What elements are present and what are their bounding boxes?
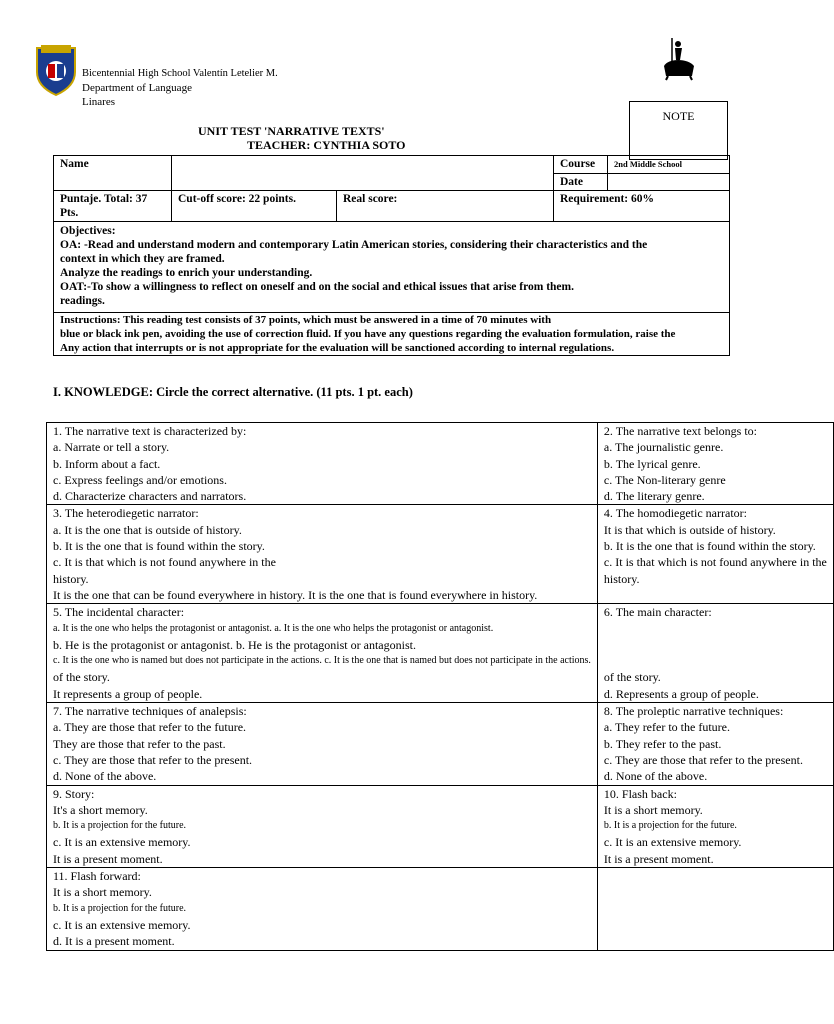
answer-option[interactable]: b. It is a projection for the future. <box>603 820 737 832</box>
question-10 <box>597 785 833 867</box>
department-name: Department of Language <box>82 82 192 94</box>
school-logo <box>35 44 77 96</box>
answer-option[interactable]: It represents a group of people. <box>53 686 203 701</box>
answer-option[interactable]: b. He is the protagonist or antagonist. b. He is the protagonist or antagonist. <box>53 637 416 652</box>
question-stem: 6. The main character: <box>603 605 712 620</box>
name-label: Name <box>60 158 89 170</box>
answer-option[interactable]: c. It is that which is not found anywhere in the <box>53 555 276 570</box>
answer-option[interactable]: It is the one that can be found everywhere in history. It is the one that is found everywhere in history. <box>53 587 538 602</box>
note-box <box>629 101 728 160</box>
objective-line: Analyze the readings to enrich your understanding. <box>60 267 313 279</box>
answer-option[interactable]: c. They are those that refer to the present. <box>53 752 253 767</box>
empty-cell <box>597 868 833 950</box>
answer-option[interactable]: c. It is an extensive memory. <box>603 835 742 850</box>
question-stem: 5. The incidental character: <box>53 605 185 620</box>
answer-option[interactable]: history. <box>53 571 89 586</box>
question-stem: 1. The narrative text is characterized by: <box>53 424 247 438</box>
date-field[interactable] <box>608 174 730 191</box>
question-5 <box>47 604 598 703</box>
answer-option[interactable]: d. Characterize characters and narrators. <box>53 489 247 504</box>
answer-option[interactable]: b. It is a projection for the future. <box>53 820 187 832</box>
answer-option[interactable]: c. It is the one who is named but does not participate in the actions. c. It is the one that is named but does not participate in the actions. <box>53 655 591 667</box>
answer-option[interactable]: b. It is a projection for the future. <box>53 902 187 914</box>
real-score: Real score: <box>343 193 398 205</box>
question-stem: 3. The heterodiegetic narrator: <box>53 506 199 521</box>
answer-option[interactable]: history. <box>603 571 640 586</box>
answer-option[interactable]: a. The journalistic genre. <box>603 440 724 455</box>
objectives-heading: Objectives: <box>60 225 116 237</box>
question-stem: 8. The proleptic narrative techniques: <box>603 704 784 719</box>
answer-option[interactable]: d. It is a present moment. <box>53 934 175 949</box>
name-field[interactable] <box>172 156 554 191</box>
instructions-cell <box>54 313 730 356</box>
answer-option[interactable]: c. The Non-literary genre <box>603 472 726 487</box>
question-11 <box>47 868 598 950</box>
course-label: Course <box>560 158 596 170</box>
answer-option[interactable]: It is a short memory. <box>53 885 152 900</box>
course-value: 2nd Middle School <box>614 159 683 169</box>
question-stem: 2. The narrative text belongs to: <box>603 424 757 438</box>
answer-option[interactable]: a. They are those that refer to the future. <box>53 720 247 735</box>
objective-line: OA: -Read and understand modern and contemporary Latin American stories, considering their characteristics and the <box>60 239 648 251</box>
answer-option[interactable]: It's a short memory. <box>53 802 148 817</box>
answer-option[interactable]: c. It is that which is not found anywhere in the <box>603 555 827 570</box>
answer-option[interactable]: b. The lyrical genre. <box>603 456 701 471</box>
answer-option[interactable]: c. It is an extensive memory. <box>53 835 191 850</box>
question-stem: 9. Story: <box>53 786 95 801</box>
test-title-block <box>198 124 405 152</box>
question-1 <box>47 423 598 505</box>
answer-option[interactable]: They are those that refer to the past. <box>53 736 226 751</box>
instruction-line: blue or black ink pen, avoiding the use of correction fluid. If you have any questions regarding the evaluation formulation, raise the <box>60 328 676 340</box>
instruction-line: Any action that interrupts or is not appropriate for the evaluation will be sanctioned according to internal regulations. <box>60 342 615 354</box>
answer-option[interactable]: a. Narrate or tell a story. <box>53 440 170 455</box>
school-name: Bicentennial High School Valentín Letelier M. <box>82 68 278 79</box>
answer-option[interactable]: a. It is the one that is outside of history. <box>53 522 242 537</box>
objective-line: OAT:-To show a willingness to reflect on oneself and on the social and ethical issues that arise from them. <box>60 281 574 293</box>
question-stem: 10. Flash back: <box>603 786 677 801</box>
answer-option[interactable]: c. Express feelings and/or emotions. <box>53 472 227 487</box>
note-label: NOTE <box>662 109 695 123</box>
question-7 <box>47 703 598 785</box>
answer-option[interactable]: d. None of the above. <box>53 769 157 784</box>
answer-option[interactable]: It is that which is outside of history. <box>603 522 776 537</box>
question-3 <box>47 505 598 604</box>
total-score: Puntaje. Total: 37 Pts. <box>60 193 148 219</box>
objective-line: readings. <box>60 295 105 307</box>
answer-option[interactable]: d. Represents a group of people. <box>603 686 759 701</box>
test-title: UNIT TEST 'NARRATIVE TEXTS' <box>198 124 385 138</box>
answer-option[interactable]: b. Inform about a fact. <box>53 456 161 471</box>
answer-option[interactable]: of the story. <box>603 670 661 685</box>
answer-option[interactable]: a. It is the one who helps the protagonist or antagonist. a. It is the one who helps the protagonist or antagonist. <box>53 622 494 634</box>
answer-option[interactable]: of the story. <box>53 670 110 685</box>
answer-option[interactable]: d. The literary genre. <box>603 489 705 504</box>
question-stem: 11. Flash forward: <box>53 869 141 884</box>
question-2 <box>597 423 833 505</box>
requirement: Requirement: 60% <box>560 193 655 205</box>
answer-option[interactable]: b. It is the one that is found within the story. <box>53 539 265 554</box>
question-4 <box>597 505 833 604</box>
teacher-name: TEACHER: CYNTHIA SOTO <box>247 138 406 152</box>
objectives-cell <box>54 222 730 313</box>
question-stem: 7. The narrative techniques of analepsis: <box>53 704 247 719</box>
date-label: Date <box>560 176 583 188</box>
question-stem: 4. The homodiegetic narrator: <box>603 506 747 521</box>
answer-option[interactable]: c. They are those that refer to the present. <box>603 752 803 767</box>
objective-line: context in which they are framed. <box>60 253 225 265</box>
answer-option[interactable]: d. None of the above. <box>603 769 708 784</box>
answer-option[interactable]: b. They refer to the past. <box>603 736 722 751</box>
answer-option[interactable]: It is a short memory. <box>603 802 703 817</box>
answer-option[interactable]: It is a present moment. <box>53 851 163 866</box>
answer-option[interactable]: It is a present moment. <box>603 851 714 866</box>
answer-option[interactable]: a. They refer to the future. <box>603 720 730 735</box>
question-9 <box>47 785 598 867</box>
section-title: I. KNOWLEDGE: Circle the correct alternative. (11 pts. 1 pt. each) <box>53 385 413 399</box>
answer-option[interactable]: c. It is an extensive memory. <box>53 917 191 932</box>
question-6 <box>597 604 833 703</box>
cutoff-score: Cut-off score: 22 points. <box>178 193 296 205</box>
instruction-line: Instructions: This reading test consists of 37 points, which must be answered in a time of 70 minutes with <box>60 314 552 326</box>
answer-option[interactable]: b. It is the one that is found within the story. <box>603 539 816 554</box>
questions-table <box>46 422 834 951</box>
city-name: Linares <box>82 96 115 108</box>
school-info <box>82 67 278 109</box>
info-table <box>53 155 730 356</box>
question-8 <box>597 703 833 785</box>
quixote-illustration <box>658 36 700 80</box>
